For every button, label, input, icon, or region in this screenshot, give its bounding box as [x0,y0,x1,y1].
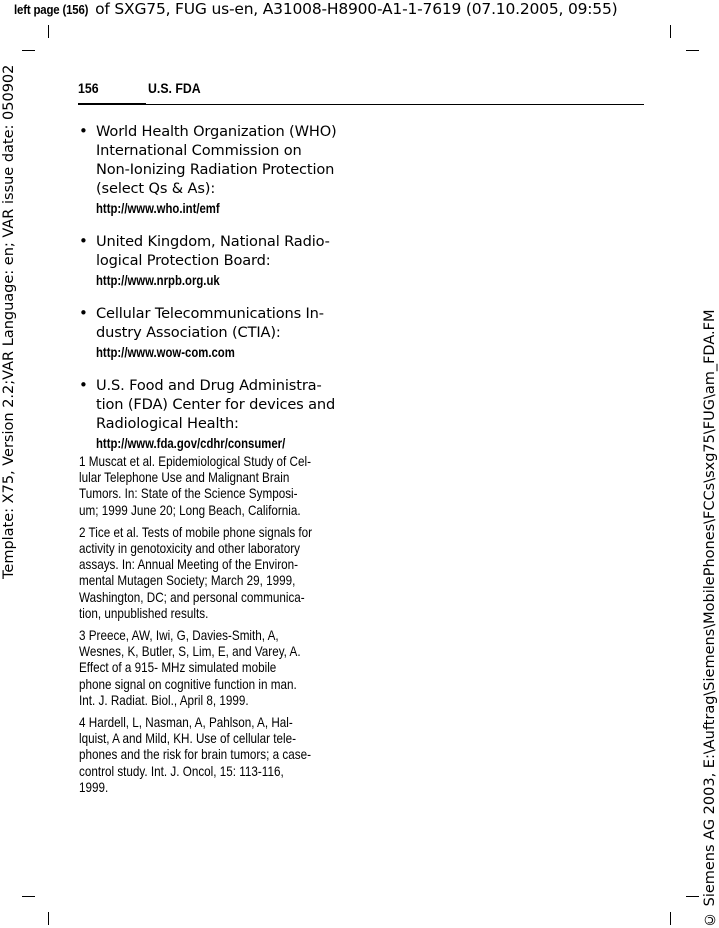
page-number: 156 [78,80,99,96]
footnote-line: lquist, A and Mild, KH. Use of cellular tele- [79,731,297,747]
crop-mark [686,50,699,51]
footnote-line: tion, unpublished results. [79,605,209,621]
footnote-line: assays. In: Annual Meeting of the Environ- [79,557,299,573]
footnote-line: Int. J. Radiat. Biol., April 8, 1999. [79,692,249,708]
header-rule-thick [78,103,146,105]
footnotes [79,454,354,802]
list-item-text: United Kingdom, National Radio- logical Protection Board: [96,233,330,269]
template-info-vertical: Template: X75, Version 2.2;VAR Language: en; VAR issue date: 050902 [1,65,17,580]
bullet-icon: • [79,304,88,322]
footnote-line: 1999. [79,779,109,795]
list-item [78,376,358,453]
bullet-icon: • [79,376,88,394]
print-header [14,0,617,18]
footnote-line: 2 Tice et al. Tests of mobile phone signals for [79,524,313,540]
footnote-line: Tumors. In: State of the Science Symposi- [79,486,298,502]
list-item [78,304,358,362]
crop-mark [670,25,671,38]
crop-mark [670,912,671,925]
copyright-path-vertical: © Siemens AG 2003, E:\Auftrag\Siemens\MobilePhones\FCCs\sxg75\FUG\am_FDA.FM [702,309,718,927]
list-item [78,122,358,218]
footnote-line: Wesnes, K, Butler, S, Lim, E, and Varey, A. [79,644,301,660]
print-header-page-ref: left page (156) [14,2,89,17]
resource-link[interactable]: http://www.who.int/emf [96,201,220,216]
crop-mark [22,50,35,51]
crop-mark [48,25,49,38]
resource-link[interactable]: http://www.nrpb.org.uk [96,273,220,288]
footnote-line: 3 Preece, AW, Iwi, G, Davies-Smith, A, [79,628,279,644]
resource-link[interactable]: http://www.fda.gov/cdhr/consumer/ [96,436,286,451]
footnote [79,715,354,796]
footnote-line: 1 Muscat et al. Epidemiological Study of Cel- [79,454,311,469]
page-title: U.S. FDA [148,80,201,96]
crop-mark [48,912,49,925]
footnote-line: Effect of a 915- MHz simulated mobile [79,660,277,676]
header-rule [146,104,644,105]
list-item-text: Cellular Telecommunications In- dustry Association (CTIA): [96,305,324,341]
bullet-icon: • [79,232,88,250]
footnote-line: phones and the risk for brain tumors; a case- [79,747,311,763]
footnote-line: lular Telephone Use and Malignant Brain [79,470,290,486]
crop-mark [686,896,699,897]
footnote-line: Washington, DC; and personal communica- [79,589,305,605]
resource-list [78,122,358,467]
footnote-line: activity in genotoxicity and other laboratory [79,541,300,557]
footnote-line: 4 Hardell, L, Nasman, A, Pahlson, A, Hal- [79,715,293,731]
crop-mark [22,896,35,897]
print-header-file-info: of SXG75, FUG us-en, A31008-H8900-A1-1-7619 (07.10.2005, 09:55) [90,0,618,18]
footnote-line: phone signal on cognitive function in man. [79,676,297,692]
footnote [79,525,354,622]
footnote [79,454,354,519]
footnote [79,628,354,709]
bullet-icon: • [79,122,88,140]
list-item [78,232,358,290]
footnote-line: um; 1999 June 20; Long Beach, California. [79,502,301,518]
footnote-line: control study. Int. J. Oncol, 15: 113-116, [79,763,284,779]
list-item-text: World Health Organization (WHO) International Commission on Non-Ionizing Radiation Protection (select Qs & As): [96,123,337,197]
resource-link[interactable]: http://www.wow-com.com [96,345,235,360]
list-item-text: U.S. Food and Drug Administra- tion (FDA) Center for devices and Radiological Health: [96,377,336,432]
footnote-line: mental Mutagen Society; March 29, 1999, [79,573,296,589]
